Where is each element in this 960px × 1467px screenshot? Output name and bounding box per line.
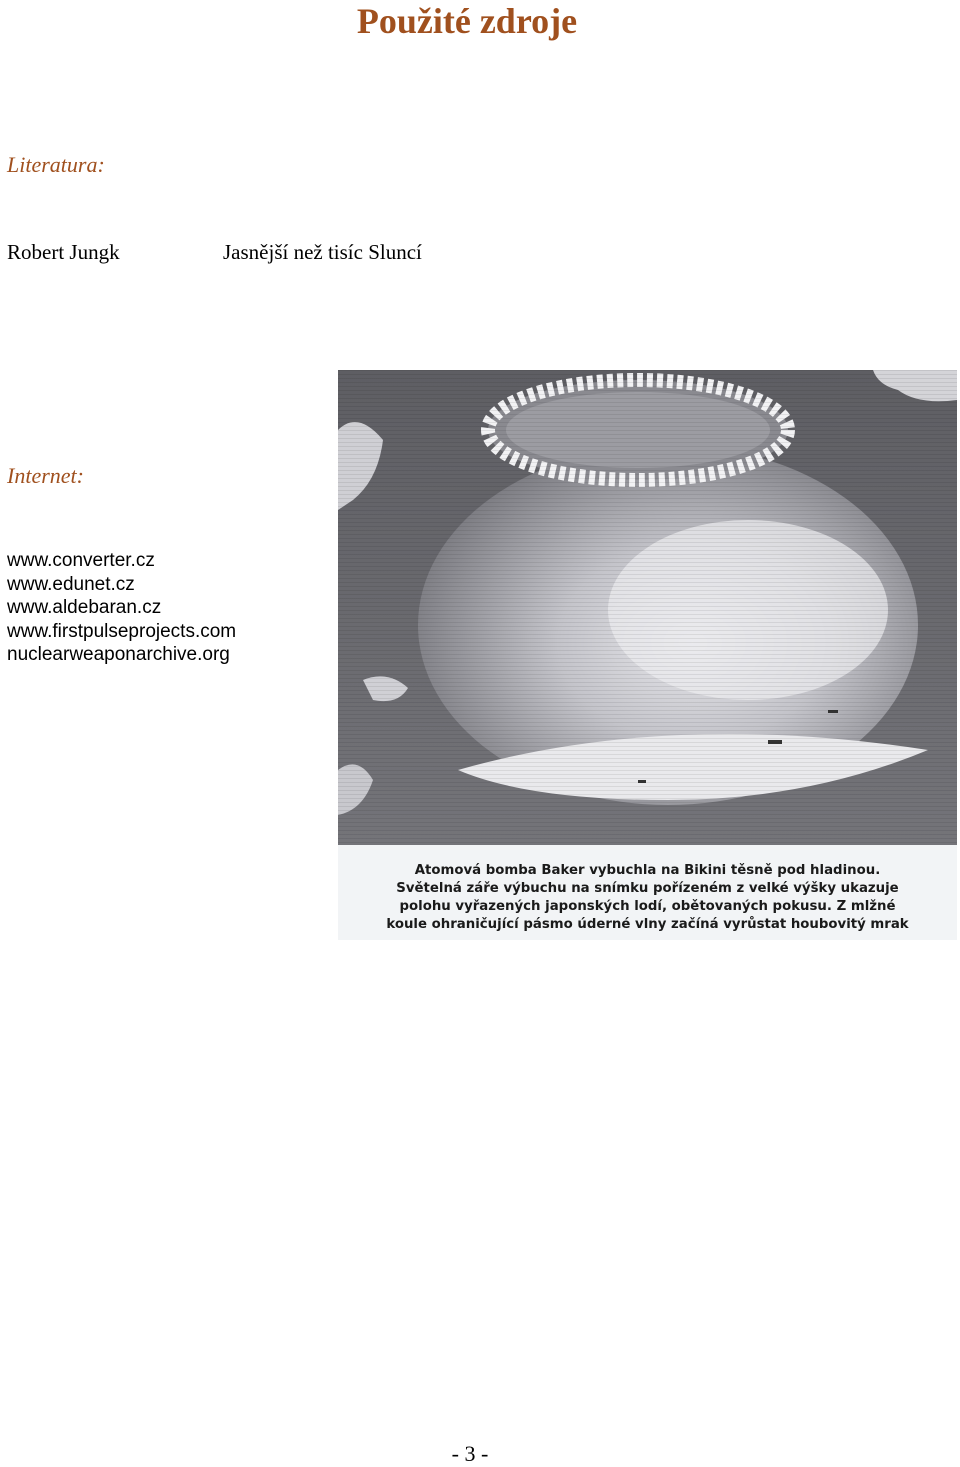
link-firstpulseprojects[interactable]: www.firstpulseprojects.com: [7, 620, 237, 642]
caption-line-3: polohu vyřazených japonských lodí, obětovaných pokusu. Z mlžné: [399, 899, 896, 914]
explosion-photo-illustration: [338, 370, 957, 845]
link-nuclearweaponarchive[interactable]: nuclearweaponarchive.org: [7, 644, 230, 666]
literature-author: Robert Jungk: [7, 240, 120, 264]
literature-heading: Literatura:: [7, 152, 105, 177]
explosion-photo: [338, 370, 957, 845]
caption-line-1: Atomová bomba Baker vybuchla na Bikini těsně pod hladinou.: [414, 863, 881, 878]
caption-line-2: Světelná záře výbuchu na snímku pořízeném z velké výšky ukazuje: [396, 881, 899, 896]
internet-links-list: [7, 549, 236, 667]
link-converter[interactable]: www.converter.cz: [7, 550, 155, 571]
caption-line-4: koule ohraničující pásmo úderné vlny začíná vyrůstat houbovitý mrak: [386, 917, 909, 932]
page-title: Použité zdroje: [356, 1, 578, 41]
link-aldebaran[interactable]: www.aldebaran.cz: [7, 597, 162, 619]
link-edunet[interactable]: www.edunet.cz: [7, 573, 135, 595]
literature-book-title: Jasnější než tisíc Sluncí: [223, 240, 422, 264]
internet-heading: Internet:: [7, 463, 84, 488]
page-number: - 3 -: [451, 1441, 489, 1466]
photo-caption: [338, 845, 957, 940]
